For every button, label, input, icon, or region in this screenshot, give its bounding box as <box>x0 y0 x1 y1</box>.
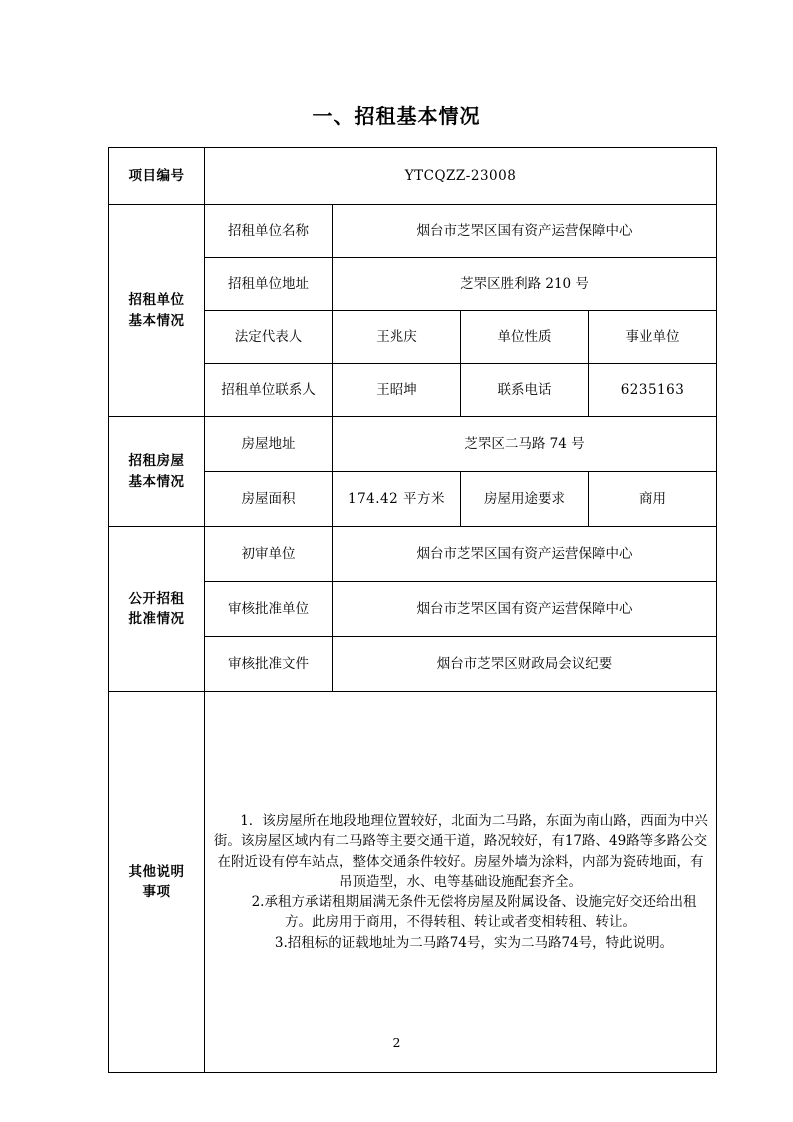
unit-nature-label: 单位性质 <box>461 311 589 364</box>
notes-paragraph-2: 2.承租方承诺租期届满无条件无偿将房屋及附属设备、设施完好交还给出租方。此房用于商用，不得转租、转让或者变相转租、转让。 <box>251 894 697 931</box>
house-area-label: 房屋面积 <box>205 472 333 527</box>
table-row <box>109 527 717 582</box>
lessor-name-value: 烟台市芝罘区国有资产运营保障中心 <box>333 205 717 258</box>
first-review-label: 初审单位 <box>205 527 333 582</box>
house-block-label <box>109 417 205 527</box>
house-usage-label: 房屋用途要求 <box>461 472 589 527</box>
approval-doc-value: 烟台市芝罘区财政局会议纪要 <box>333 637 717 692</box>
notes-paragraph-3: 3.招租标的证载地址为二马路74号，实为二马路74号，特此说明。 <box>274 934 674 951</box>
notes-content <box>205 692 717 1073</box>
contact-person-value: 王昭坤 <box>333 364 461 417</box>
contact-person-label: 招租单位联系人 <box>205 364 333 417</box>
lessor-name-label: 招租单位名称 <box>205 205 333 258</box>
unit-nature-value: 事业单位 <box>589 311 717 364</box>
approval-block-label <box>109 527 205 692</box>
lessor-address-label: 招租单位地址 <box>205 258 333 311</box>
project-number-label: 项目编号 <box>109 148 205 205</box>
contact-phone-value: 6235163 <box>589 364 717 417</box>
house-block-label-line1: 招租房屋 <box>128 453 185 470</box>
legal-rep-value: 王兆庆 <box>333 311 461 364</box>
table-row <box>109 205 717 258</box>
notes-label-line2: 事项 <box>142 884 171 900</box>
rental-info-table <box>108 147 717 1073</box>
table-row <box>109 148 717 205</box>
house-address-value: 芝罘区二马路 74 号 <box>333 417 717 472</box>
page-number: 2 <box>392 1035 401 1050</box>
lessor-block-label <box>109 205 205 417</box>
house-area-value: 174.42 平方米 <box>333 472 461 527</box>
lessor-address-value: 芝罘区胜利路 210 号 <box>333 258 717 311</box>
lessor-block-label-line1: 招租单位 <box>128 292 185 309</box>
project-number-value: YTCQZZ-23008 <box>205 148 717 205</box>
house-block-label-line2: 基本情况 <box>128 473 185 490</box>
page-title: 一、招租基本情况 <box>312 104 481 128</box>
contact-phone-label: 联系电话 <box>461 364 589 417</box>
house-address-label: 房屋地址 <box>205 417 333 472</box>
approval-unit-label: 审核批准单位 <box>205 582 333 637</box>
house-usage-value: 商用 <box>589 472 717 527</box>
approval-doc-label: 审核批准文件 <box>205 637 333 692</box>
first-review-value: 烟台市芝罘区国有资产运营保障中心 <box>333 527 717 582</box>
table-row <box>109 692 717 1073</box>
table-row <box>109 417 717 472</box>
notes-label <box>109 692 205 1073</box>
lessor-block-label-line2: 基本情况 <box>128 312 185 329</box>
notes-label-line1: 其他说明 <box>128 863 185 880</box>
approval-unit-value: 烟台市芝罘区国有资产运营保障中心 <box>333 582 717 637</box>
approval-block-label-line2: 批准情况 <box>128 611 185 627</box>
notes-paragraph-1: 1．该房屋所在地段地理位置较好，北面为二马路，东面为南山路，西面为中兴街。该房屋区域内有二马路等主要交通干道，路况较好，有17路、49路等多路公交在附近设有停车站点，整体交通条件较好。房屋外墙为涂料，内部为瓷砖地面，有吊顶造型，水、电等基础设施配套齐全。 <box>213 813 708 890</box>
approval-block-label-line1: 公开招租 <box>128 590 185 607</box>
legal-rep-label: 法定代表人 <box>205 311 333 364</box>
